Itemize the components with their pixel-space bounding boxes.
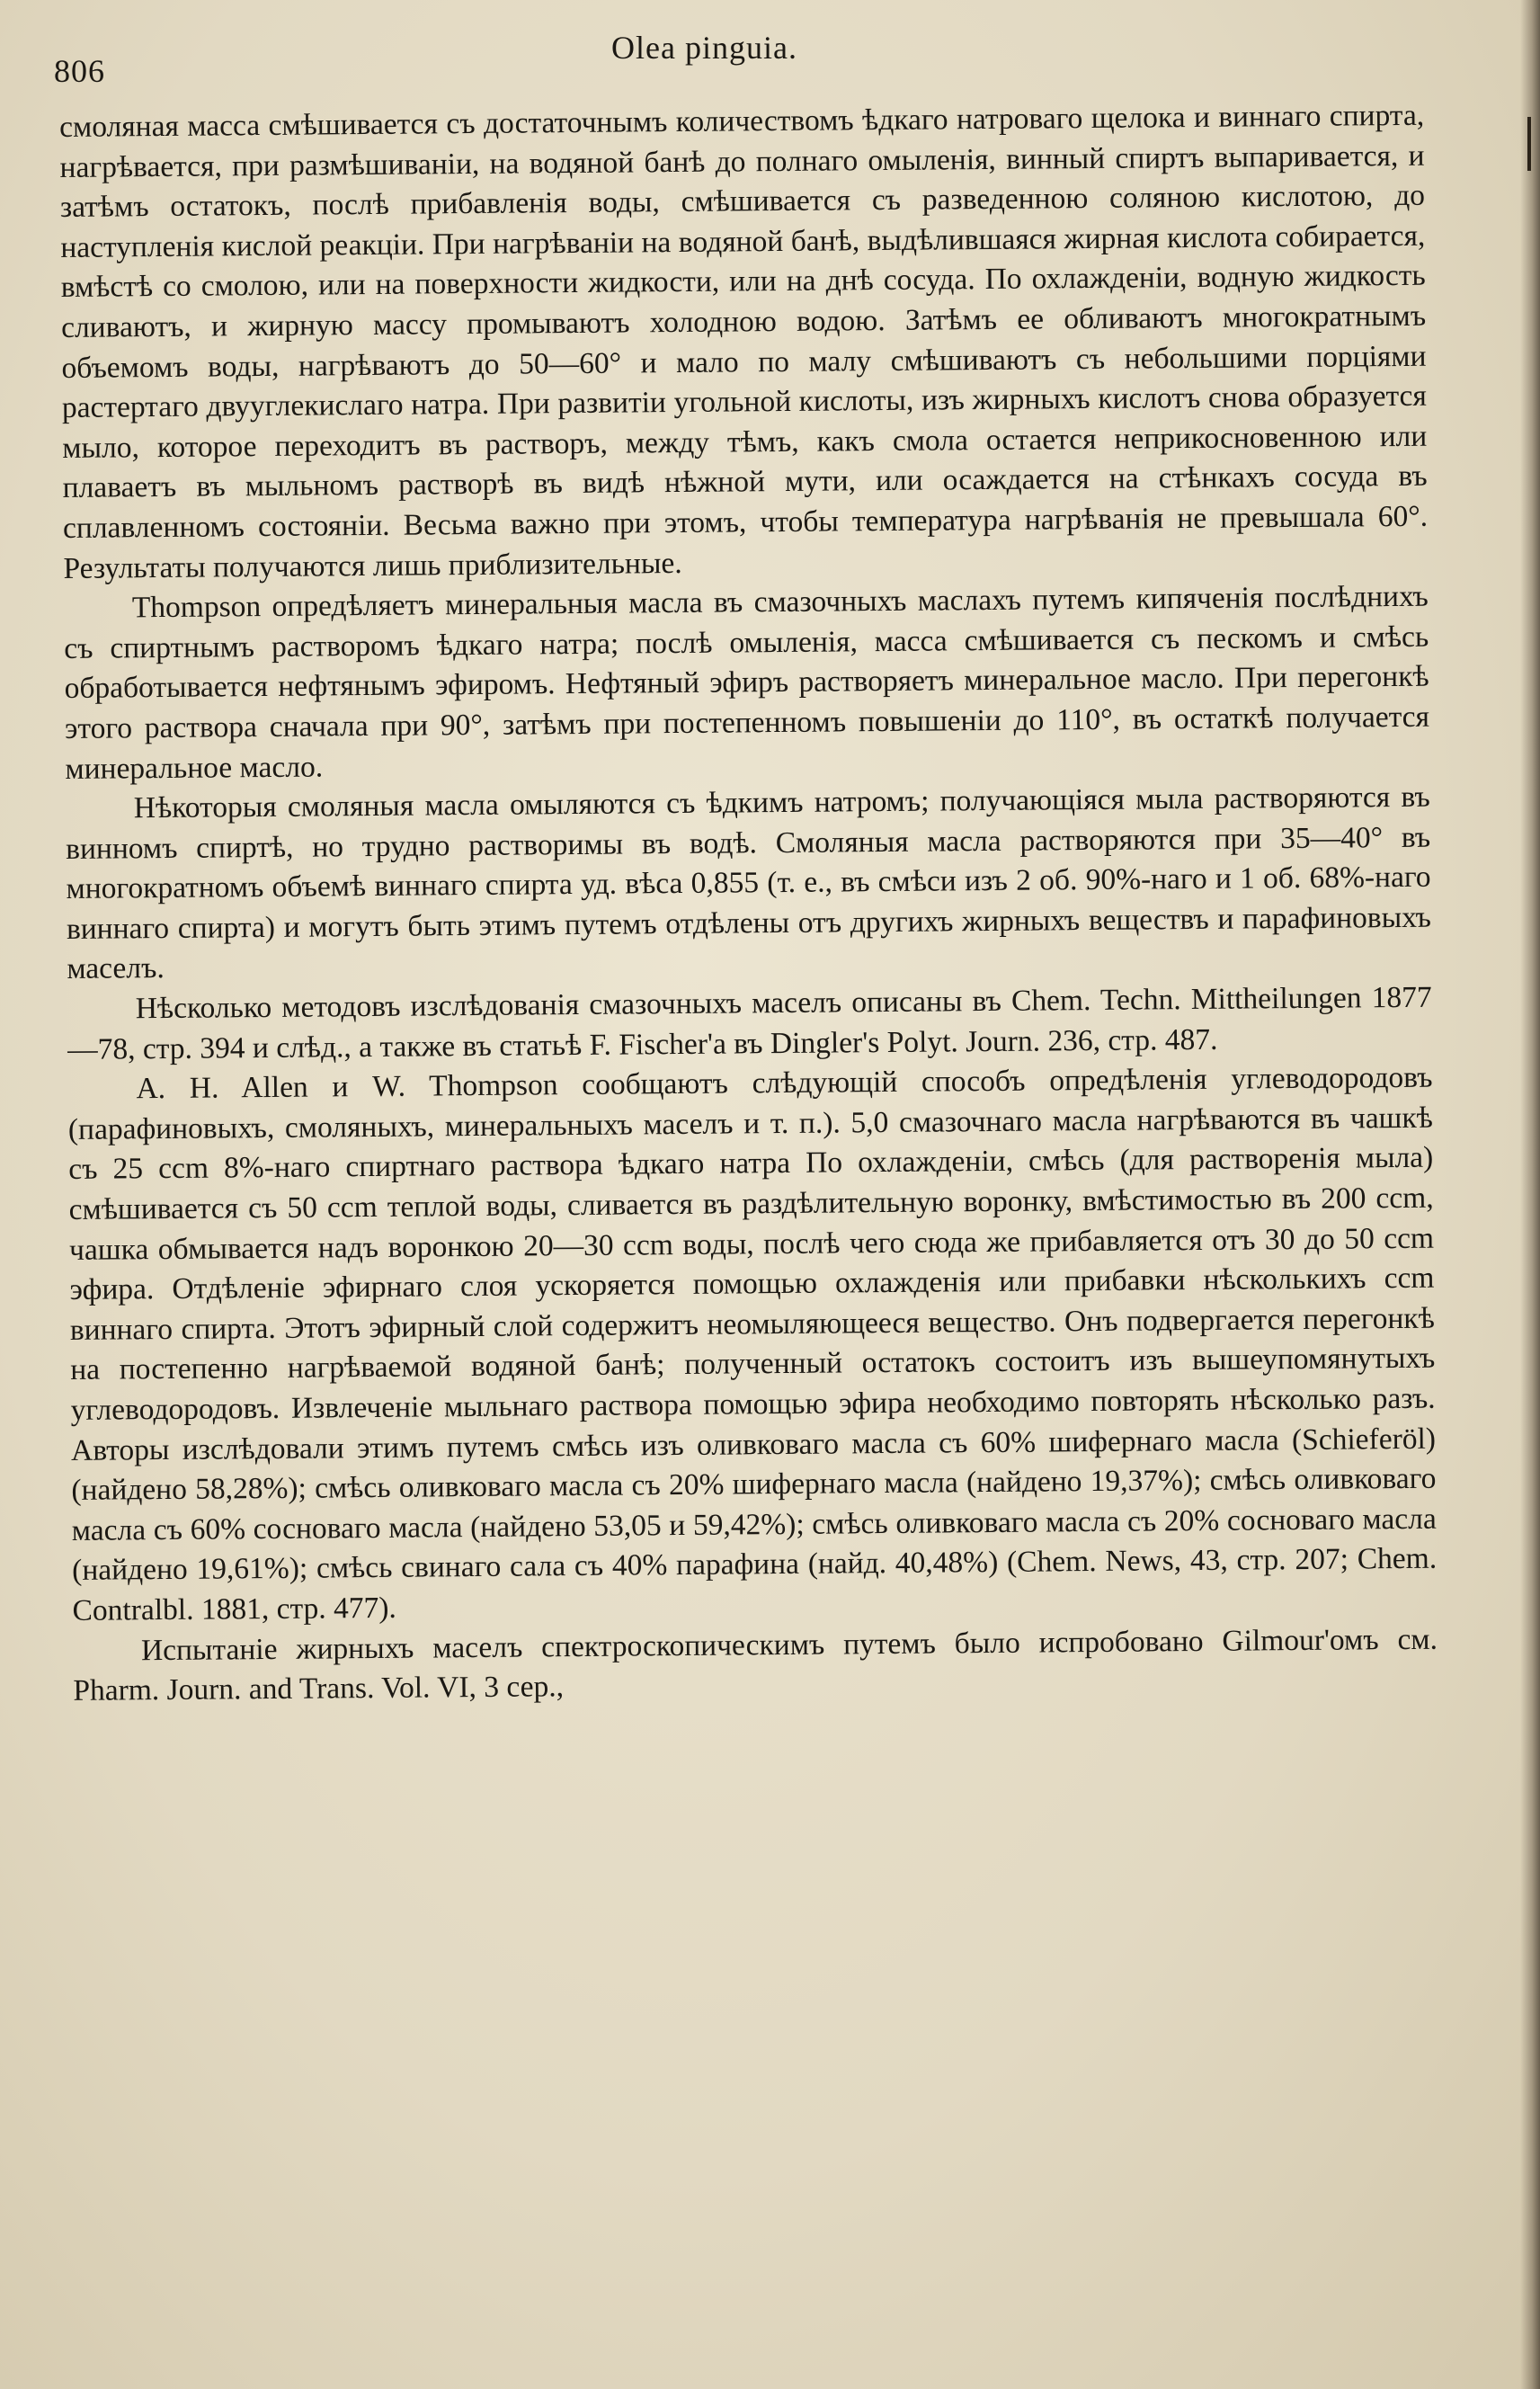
paragraph-thompson-mineral-oils: Thompson опредѣляетъ минеральныя масла въ смазочныхъ маслахъ путемъ кипяченія послѣднихъ съ спиртнымъ растворомъ ѣдкаго натра; послѣ омыленія, масса смѣшивается съ пескомъ и смѣсь обработывается нефтянымъ эфиромъ. Нефтяный эфиръ растворяетъ минеральное масло. При перегонкѣ этого раствора сначала при 90°, затѣмъ при постепенномъ повышеніи до 110°, въ остаткѣ получается минеральное масло. [64, 579, 1430, 786]
running-title: Olea pinguia. [611, 30, 797, 66]
body-text [59, 96, 1438, 1712]
paragraph-allen-thompson-method: A. H. Allen и W. Thompson сообщаютъ слѣдующій способъ опредѣленія углеводородовъ (парафиновыхъ, смоляныхъ, минеральныхъ маселъ и т. п.). 5,0 смазочнаго масла нагрѣваются въ чашкѣ съ 25 ccm 8%-наго спиртнаго раствора ѣдкаго натра По охлажденіи, смѣсь (для растворенія мыла) смѣшивается съ 50 ccm теплой воды, сливается въ раздѣлительную воронку, вмѣстимостью въ 200 ccm, чашка обмывается надъ воронкою 20—30 ccm воды, послѣ чего сюда же прибавляется отъ 30 до 50 ccm эфира. Отдѣленіе эфирнаго слоя ускоряется помощью охлажденія или прибавки нѣсколькихъ ccm виннаго спирта. Этотъ эфирный слой содержитъ неомыляющееся вещество. Онъ подвергается перегонкѣ на постепенно нагрѣваемой водяной банѣ; полученный остатокъ состоитъ изъ вышеупомянутыхъ углеводородовъ. Извлеченіе мыльнаго раствора помощью эфира необходимо повторять нѣсколько разъ. Авторы изслѣдовали этимъ путемъ смѣсь изъ оливковаго масла съ 60% шифернаго масла (Schieferöl) (найдено 58,28%); смѣсь оливковаго масла съ 20% шифернаго масла (найдено 19,37%); смѣсь оливковаго масла съ 60% сосноваго масла (найдено 53,05 и 59,42%); смѣсь оливковаго масла съ 20% сосноваго масла (найдено 19,61%); смѣсь свинаго сала съ 40% парафина (найд. 40,48%) (Chem. News, 43, стр. 207; Chem. Contralbl. 1881, стр. 477). [67, 1060, 1438, 1627]
book-spine-shadow [1520, 0, 1540, 2389]
page-number: 806 [54, 53, 105, 89]
paragraph-methods-references: Нѣсколько методовъ изслѣдованія смазочныхъ маселъ описаны въ Chem. Techn. Mittheilungen 1877—78, стр. 394 и слѣд., а также въ статьѣ F. Fischer'а въ Dingler's Polyt. Journ. 236, стр. 487. [67, 980, 1432, 1066]
paragraph-resin-soap-method: смоляная масса смѣшивается съ достаточнымъ количествомъ ѣдкаго натроваго щелока и виннаго спирта, нагрѣвается, при размѣшиваніи, на водяной банѣ до полнаго омыленія, винный спиртъ выпаривается, и затѣмъ остатокъ, послѣ прибавленія воды, смѣшивается съ разведенною соляною кислотою, до наступленія кислой реакціи. При нагрѣваніи на водяной банѣ, выдѣлившаяся жирная кислота собирается, вмѣстѣ со смолою, или на поверхности жидкости, или на днѣ сосуда. По охлажденіи, водную жидкость сливаютъ, и жирную массу промываютъ холодною водою. Затѣмъ ее обливаютъ многократнымъ объемомъ воды, нагрѣваютъ до 50—60° и мало по малу смѣшиваютъ съ небольшими порціями растертаго двууглекислаго натра. При развитіи угольной кислоты, изъ жирныхъ кислотъ снова образуется мыло, которое переходитъ въ растворъ, между тѣмъ, какъ смола остается неприкосновенною или плаваетъ въ мыльномъ растворѣ въ видѣ нѣжной мути, или осаждается на стѣнкахъ сосуда въ сплавленномъ состояніи. Весьма важно при этомъ, чтобы температура нагрѣванія не превышала 60°. Результаты получаются лишь приблизительные. [59, 98, 1429, 585]
page-header [54, 27, 1492, 90]
paragraph-spectroscopic-testing: Испытаніе жирныхъ маселъ спектроскопическимъ путемъ было испробовано Gilmour'омъ см. Pharm. Journ. and Trans. Vol. VI, 3 сер., [73, 1622, 1438, 1708]
paragraph-resin-oils: Нѣкоторыя смоляныя масла омыляются съ ѣдкимъ натромъ; получающіяся мыла растворяются въ винномъ спиртѣ, но трудно растворимы въ водѣ. Смоляныя масла растворяются при 35—40° въ многократномъ объемѣ виннаго спирта уд. вѣса 0,855 (т. е., въ смѣси изъ 2 об. 90%-наго и 1 об. 68%-наго виннаго спирта) и могутъ быть этимъ путемъ отдѣлены отъ другихъ жирныхъ веществъ и парафиновыхъ маселъ. [66, 780, 1432, 986]
spine-mark [1527, 117, 1531, 171]
